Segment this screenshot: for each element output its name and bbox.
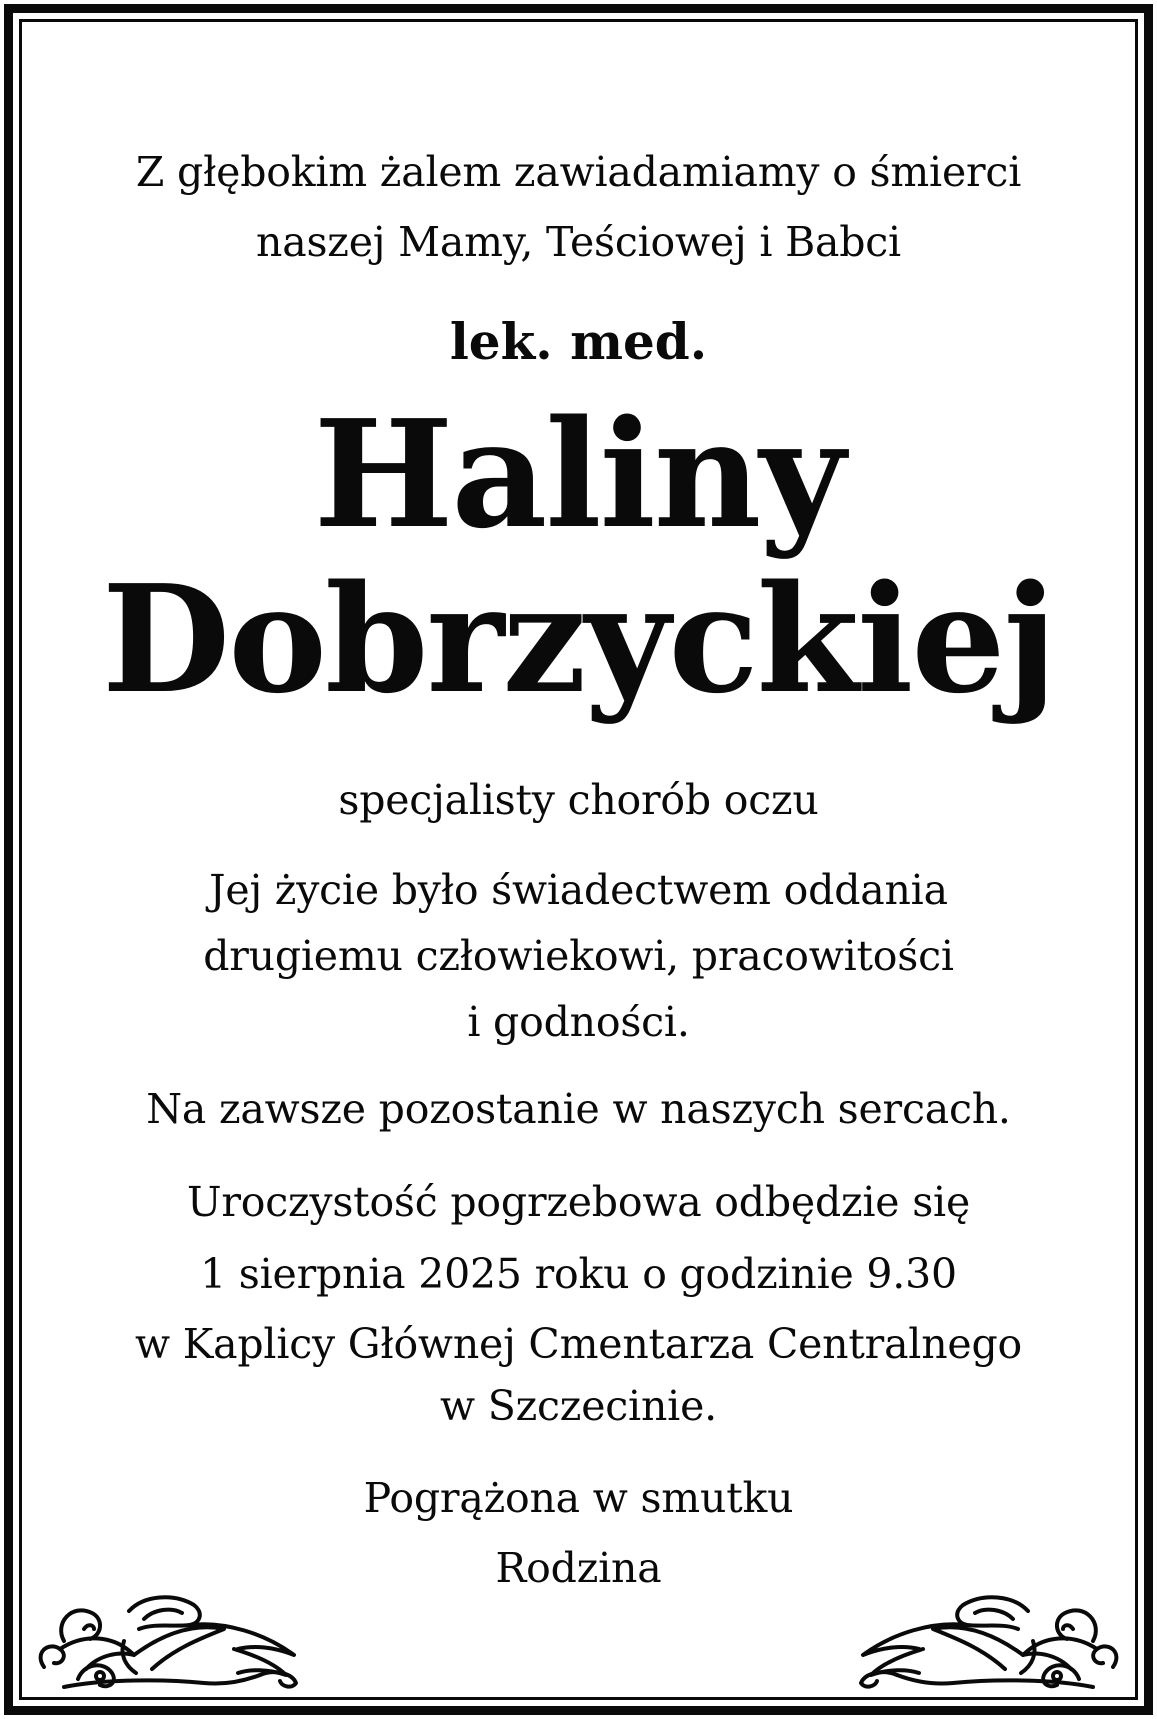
academic-title: lek. med.	[449, 312, 708, 371]
calla-lily-ornament-icon	[24, 1583, 324, 1693]
funeral-line-3: w Kaplicy Głównej Cmentarza Centralnego	[134, 1320, 1023, 1368]
signature-line-2: Rodzina	[495, 1544, 662, 1592]
signature-line-1: Pogrążona w smutku	[363, 1474, 794, 1522]
tribute-line-1: Jej życie było świadectwem oddania	[209, 866, 948, 914]
tribute-line-2: drugiemu człowiekowi, pracowitości	[203, 932, 954, 980]
profession: specjalisty chorób oczu	[338, 776, 819, 824]
tribute-line-3: i godności.	[467, 998, 690, 1046]
deceased-last-name: Dobrzyckiej	[101, 552, 1056, 726]
deceased-first-name: Haliny	[313, 387, 844, 561]
funeral-line-2: 1 sierpnia 2025 roku o godzinie 9.30	[200, 1250, 957, 1298]
remembrance: Na zawsze pozostanie w naszych sercach.	[146, 1085, 1011, 1133]
inner-border	[19, 19, 1138, 1700]
calla-lily-ornament-icon	[833, 1583, 1133, 1693]
funeral-line-1: Uroczystość pogrzebowa odbędzie się	[186, 1178, 971, 1226]
funeral-line-4: w Szczecinie.	[440, 1382, 717, 1430]
intro-line-2: naszej Mamy, Teściowej i Babci	[256, 218, 901, 266]
intro-line-1: Z głębokim żalem zawiadamiamy o śmierci	[135, 148, 1022, 196]
